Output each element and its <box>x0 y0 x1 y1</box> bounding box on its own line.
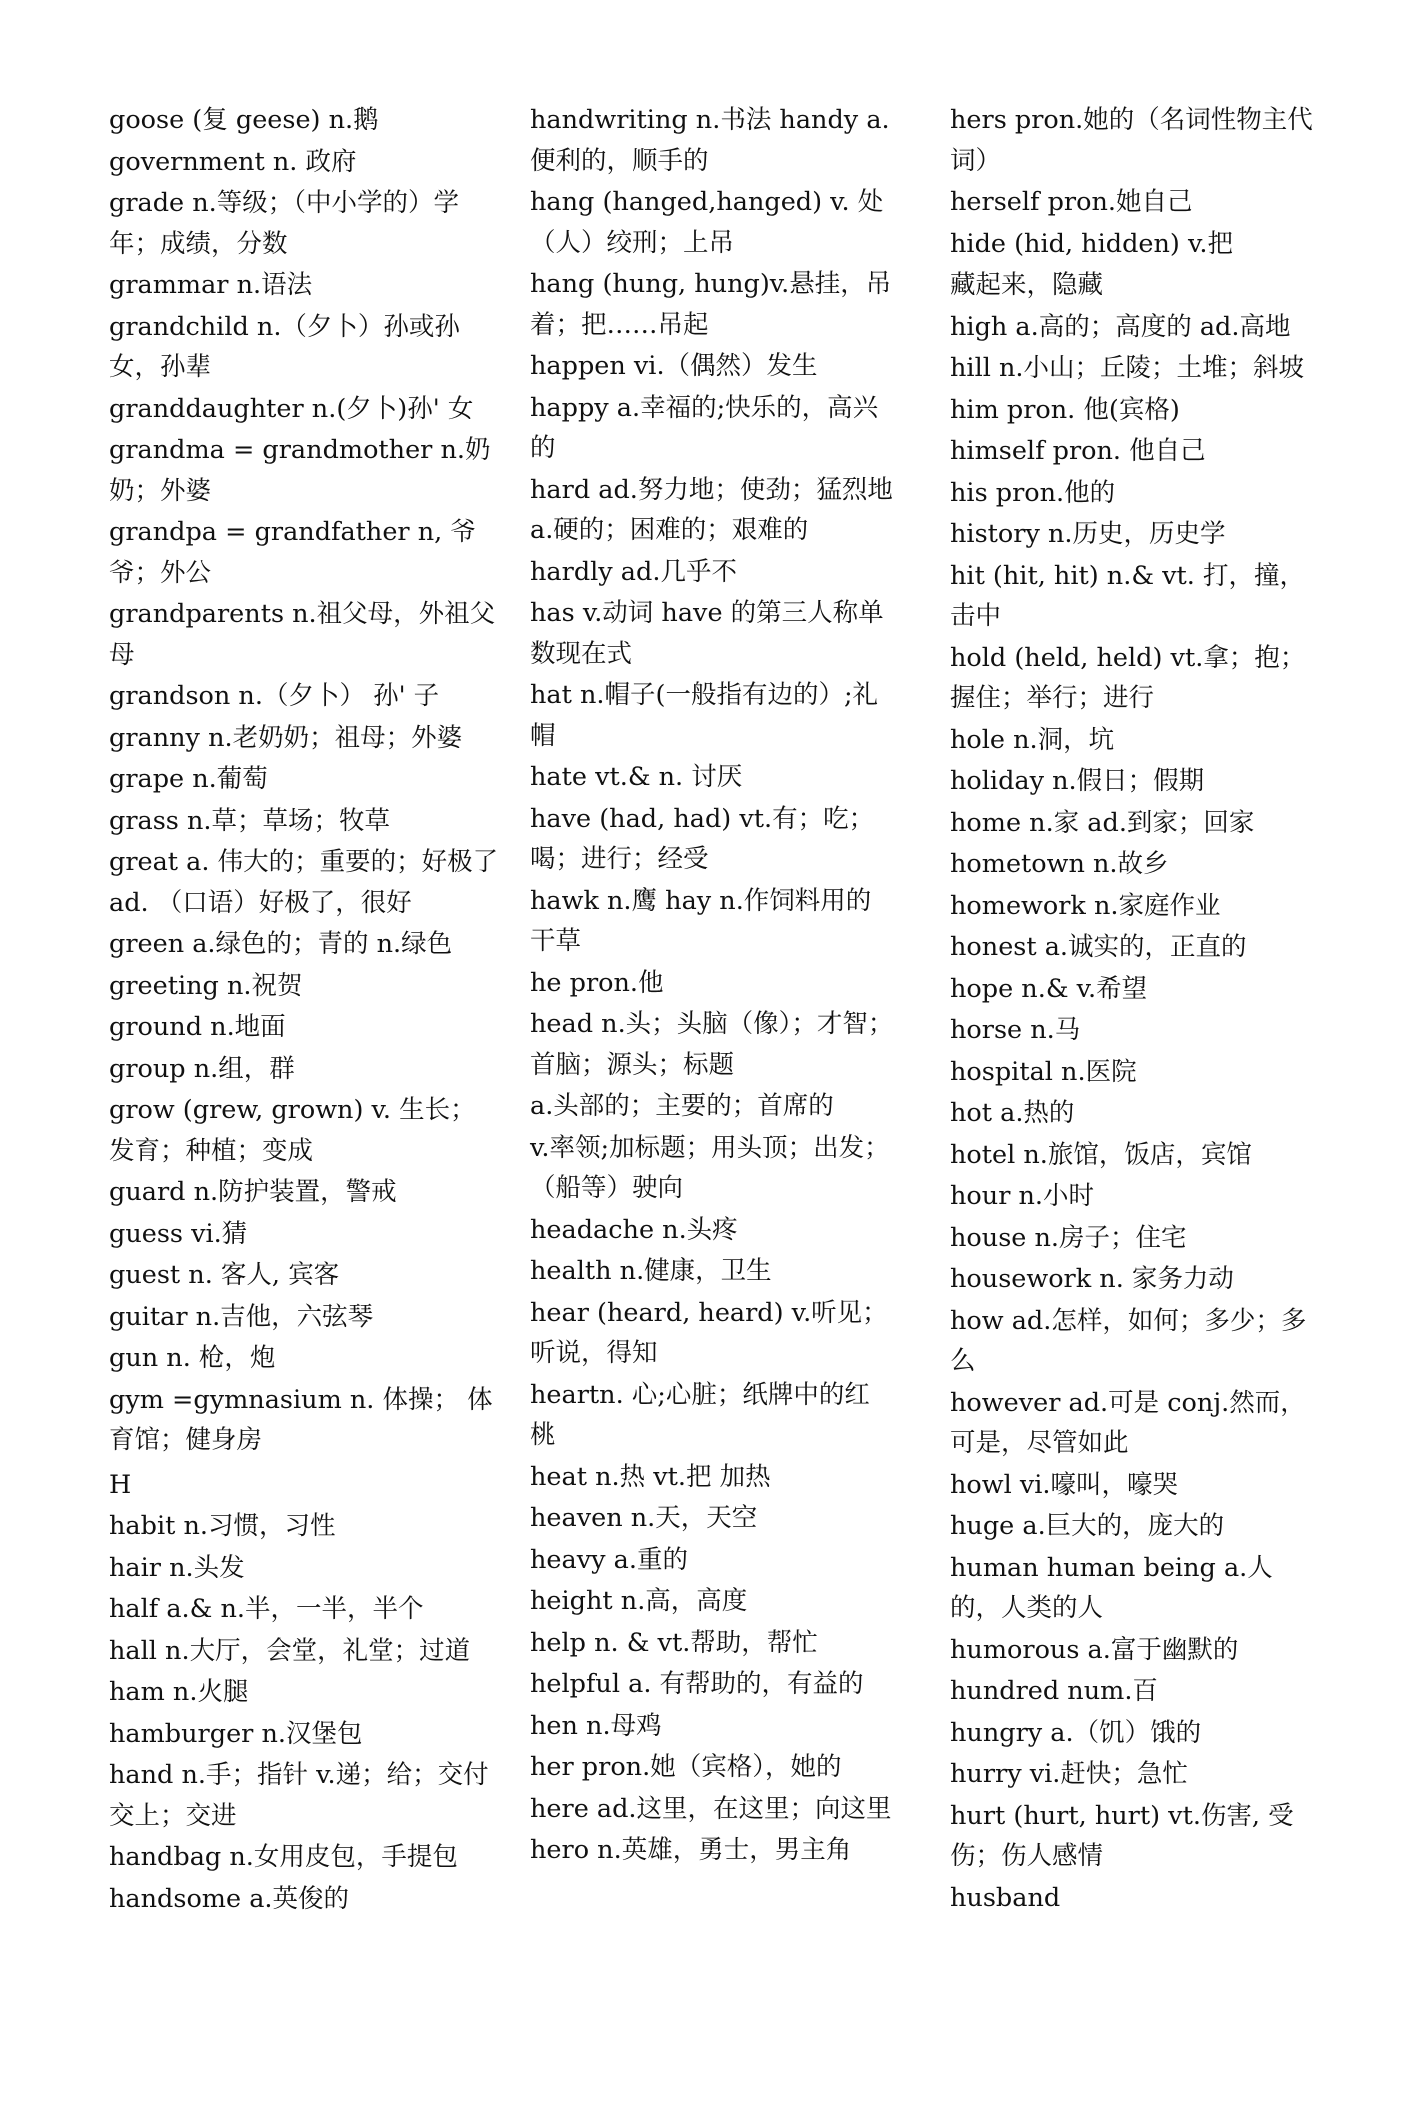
vocab-entry: home n.家 ad.到家；回家 <box>950 807 1255 838</box>
vocab-entry: hometown n.故乡 <box>950 849 1169 879</box>
vocab-entry: hardly ad.几乎不 <box>530 556 737 587</box>
vocab-entry: gun n. 枪，炮 <box>109 1343 276 1373</box>
vocab-entry: him pron. 他(宾格) <box>950 394 1180 425</box>
vocab-entry: here ad.这里，在这里；向这里 <box>530 1793 892 1824</box>
vocab-entry: hole n.洞，坑 <box>950 724 1115 755</box>
vocab-entry: grow (grew, grown) v. 生长； 发育；种植；变成 <box>109 1095 476 1166</box>
vocab-entry: headache n.头疼 <box>530 1214 738 1245</box>
vocab-entry: grandson n.（夕卜） 孙' 子 <box>109 681 440 711</box>
vocab-entry: howl vi.嚎叫，嚎哭 <box>950 1469 1179 1500</box>
vocab-entry: human human being a.人的，人类的人 <box>950 1552 1273 1623</box>
vocab-entry: handwriting n.书法 handy a. 便利的，顺手的 <box>530 105 890 176</box>
vocab-entry: grammar n.语法 <box>109 270 313 300</box>
vocab-entry: hall n.大厅，会堂，礼堂；过道 <box>109 1635 471 1666</box>
vocab-entry: homework n.家庭作业 <box>950 890 1221 921</box>
vocab-entry: grandchild n.（夕卜）孙或孙女，孙辈 <box>109 311 460 382</box>
vocab-entry: hour n.小时 <box>950 1181 1095 1211</box>
vocab-entry: hill n.小山；丘陵；土堆；斜坡 <box>950 353 1305 383</box>
vocab-entry: hurt (hurt, hurt) vt.伤害, 受伤；伤人感情 <box>950 1800 1294 1871</box>
vocab-entry: hang (hanged,hanged) v. 处（人）绞刑；上吊 <box>530 187 884 258</box>
vocab-entry: hawk n.鹰 hay n.作饲料用的干草 <box>530 885 872 956</box>
vocab-entry: hospital n.医院 <box>950 1056 1137 1087</box>
vocab-entry: however ad.可是 conj.然而，可是，尽管如此 <box>950 1387 1306 1458</box>
vocab-entry: handbag n.女用皮包，手提包 <box>109 1842 458 1872</box>
vocab-entry: hero n.英雄，勇士，男主角 <box>530 1835 852 1865</box>
vocab-entry: habit n.习惯，习性 <box>109 1511 336 1541</box>
vocab-entry: history n.历史，历史学 <box>950 519 1226 549</box>
vocab-entry: her pron.她（宾格），她的 <box>530 1752 842 1782</box>
vocab-entry: hamburger n.汉堡包 <box>109 1718 363 1749</box>
vocab-entry: house n.房子；住宅 <box>950 1222 1187 1253</box>
vocab-entry: how ad.怎样，如何；多少；多么 <box>950 1305 1307 1376</box>
vocab-entry: holiday n.假日；假期 <box>950 766 1205 796</box>
vocab-entry: hot a.热的 <box>950 1098 1075 1128</box>
vocab-entry: hang (hung, hung)v.悬挂，吊着；把……吊起 <box>530 269 892 340</box>
vocab-entry: himself pron. 他自己 <box>950 436 1206 466</box>
vocab-entry: heat n.热 vt.把 加热 <box>530 1461 771 1492</box>
vocab-entry: grandparents n.祖父母，外祖父母 <box>109 599 496 670</box>
vocab-entry: happy a.幸福的;快乐的，高兴的 <box>530 392 879 463</box>
vocab-entry: hear (heard, heard) v.听见；听说，得知 <box>530 1297 888 1368</box>
vocab-entry: hair n.头发 <box>109 1552 245 1583</box>
vocab-entry: hundred num.百 <box>950 1676 1158 1706</box>
vocab-entry: huge a.巨大的，庞大的 <box>950 1511 1225 1541</box>
column-2 <box>530 100 895 1872</box>
vocab-entry: honest a.诚实的，正直的 <box>950 932 1247 962</box>
vocab-entry: guess vi.猜 <box>109 1218 248 1249</box>
vocab-entry: 藏起来，隐藏 <box>950 270 1104 300</box>
vocab-entry: hard ad.努力地；使劲；猛烈地 a.硬的；困难的；艰难的 <box>530 474 893 545</box>
vocab-entry: green a.绿色的；青的 n.绿色 <box>109 929 453 959</box>
vocab-entry: herself pron.她自己 <box>950 187 1193 217</box>
vocab-entry: goose (复 geese) n.鹅 <box>109 105 379 135</box>
vocab-entry: helpful a. 有帮助的，有益的 <box>530 1669 864 1699</box>
vocab-entry: help n. & vt.帮助，帮忙 <box>530 1627 818 1658</box>
vocab-entry: heavy a.重的 <box>530 1544 688 1575</box>
vocab-entry: hat n.帽子(一般指有边的）;礼帽 <box>530 680 879 751</box>
vocab-entry: ham n.火腿 <box>109 1677 249 1707</box>
vocab-entry: humorous a.富于幽默的 <box>950 1634 1239 1665</box>
vocab-entry: grandma = grandmother n.奶奶；外婆 <box>109 435 491 506</box>
vocab-entry: height n.高，高度 <box>530 1586 748 1616</box>
column-1 <box>109 100 499 1920</box>
vocab-entry: happen vi.（偶然）发生 <box>530 351 818 381</box>
column-3 <box>950 100 1315 1919</box>
vocab-entry: handsome a.英俊的 <box>109 1883 349 1914</box>
vocab-entry: ground n.地面 <box>109 1012 286 1042</box>
vocab-entry: hold (held, held) vt.拿；抱；握住；举行；进行 <box>950 642 1306 713</box>
vocab-entry: hide (hid, hidden) v.把 <box>950 228 1233 259</box>
vocab-entry: government n. 政府 <box>109 146 357 177</box>
vocab-entry: horse n.马 <box>950 1015 1081 1045</box>
vocab-entry: have (had, had) vt.有；吃；喝；进行；经受 <box>530 803 875 874</box>
vocab-entry: health n.健康，卫生 <box>530 1256 772 1286</box>
vocab-entry: heaven n.天，天空 <box>530 1503 758 1533</box>
vocab-entry: half a.& n.半，一半，半个 <box>109 1594 424 1624</box>
section-letter-heading: H <box>109 1469 132 1500</box>
vocab-entry: gym =gymnasium n. 体操； 体育馆；健身房 <box>109 1384 493 1455</box>
vocab-entry: v.率领;加标题；用头顶；出发；（船等）驶向 <box>530 1132 890 1203</box>
vocab-entry: a.头部的；主要的；首席的 <box>530 1091 834 1121</box>
vocab-entry: husband <box>950 1882 1061 1913</box>
vocab-entry: has v.动词 have 的第三人称单数现在式 <box>530 598 884 669</box>
vocab-entry: grandpa = grandfather n, 爷爷；外公 <box>109 517 476 588</box>
vocab-entry: granddaughter n.(夕卜)孙' 女 <box>109 393 474 424</box>
vocab-entry: hotel n.旅馆，饭店，宾馆 <box>950 1139 1252 1170</box>
vocab-entry: hen n.母鸡 <box>530 1710 662 1741</box>
vocab-entry: granny n.老奶奶；祖母；外婆 <box>109 722 463 753</box>
vocab-entry: he pron.他 <box>530 967 664 998</box>
vocab-entry: great a. 伟大的；重要的；好极了 ad. （口语）好极了，很好 <box>109 847 499 918</box>
vocab-entry: guest n. 客人, 宾客 <box>109 1260 340 1290</box>
vocab-entry: hungry a.（饥）饿的 <box>950 1717 1202 1748</box>
vocab-entry: hate vt.& n. 讨厌 <box>530 762 743 792</box>
vocab-entry: heartn. 心;心脏；纸牌中的红桃 <box>530 1379 870 1450</box>
vocab-entry: greeting n.祝贺 <box>109 970 303 1001</box>
vocab-entry: hand n.手；指针 v.递；给；交付交上；交进 <box>109 1760 489 1831</box>
vocab-entry: hope n.& v.希望 <box>950 973 1148 1004</box>
vocab-entry: grass n.草；草场；牧草 <box>109 805 391 836</box>
vocab-entry: head n.头；头脑（像）；才智；首脑；源头；标题 <box>530 1009 894 1080</box>
vocab-entry: hit (hit, hit) n.& vt. 打，撞，击中 <box>950 560 1305 631</box>
vocab-entry: housework n. 家务力动 <box>950 1264 1234 1294</box>
vocab-entry: guard n.防护装置，警戒 <box>109 1177 397 1207</box>
vocab-entry: his pron.他的 <box>950 477 1116 508</box>
vocab-entry: grade n.等级；（中小学的）学年；成绩，分数 <box>109 188 460 259</box>
vocab-entry: hurry vi.赶快；急忙 <box>950 1759 1188 1789</box>
vocab-entry: high a.高的；高度的 ad.高地 <box>950 311 1291 342</box>
vocab-entry: group n.组，群 <box>109 1053 295 1084</box>
vocab-entry: hers pron.她的（名词性物主代词） <box>950 105 1313 176</box>
vocab-entry: guitar n.吉他，六弦琴 <box>109 1301 374 1332</box>
vocab-entry: grape n.葡萄 <box>109 764 268 794</box>
